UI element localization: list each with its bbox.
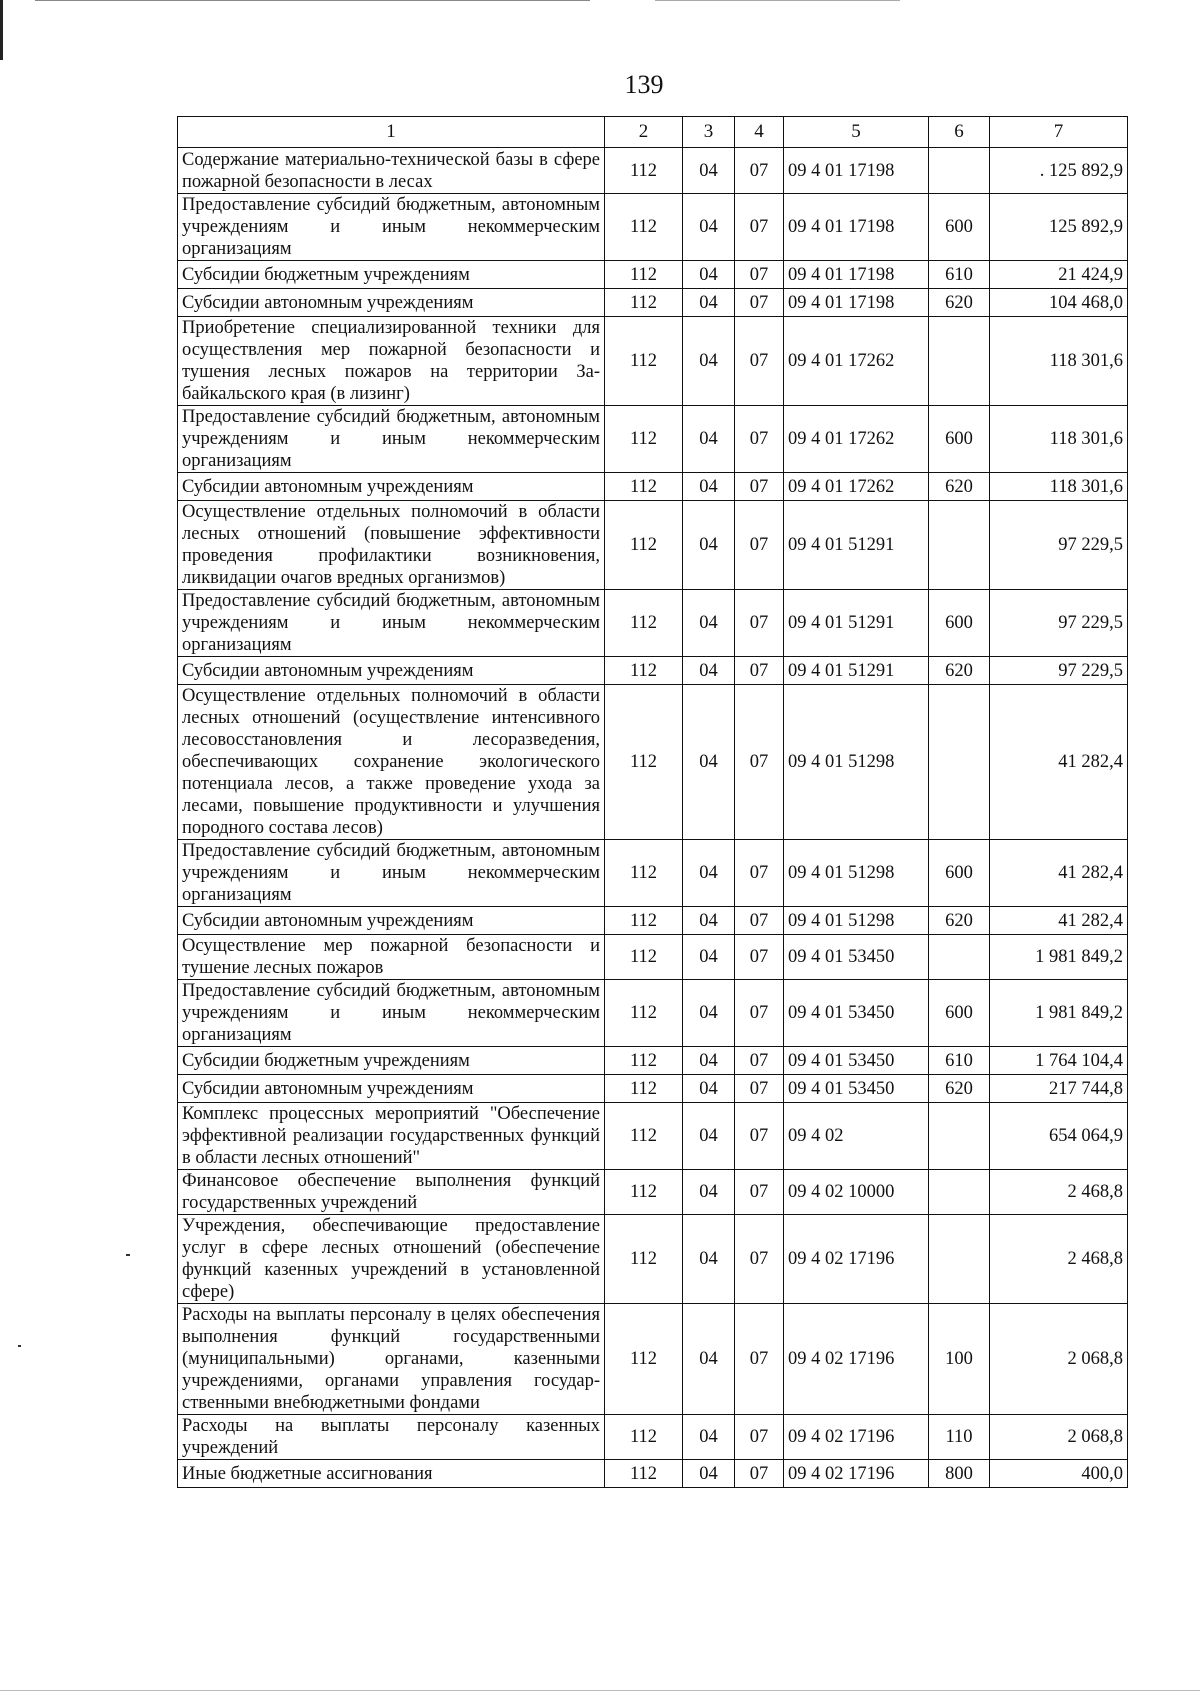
row-name-cell: Предоставление субсидий бюджетным, автономным учреждениям и иным некоммерческим организациям [178,406,605,473]
ministry-code-cell: 112 [605,657,683,685]
ministry-code-cell: 112 [605,907,683,935]
amount-cell: 2 468,8 [990,1170,1128,1215]
scan-speck [18,1345,21,1347]
target-article-cell: 09 4 02 17196 [784,1304,929,1415]
amount-cell: 2 468,8 [990,1215,1128,1304]
section-code-cell: 04 [683,406,735,473]
section-code-cell: 04 [683,1103,735,1170]
expense-type-cell: 110 [929,1415,990,1460]
ministry-code-cell: 112 [605,289,683,317]
expense-type-cell [929,317,990,406]
amount-cell: 400,0 [990,1460,1128,1488]
target-article-cell: 09 4 02 [784,1103,929,1170]
ministry-code-cell: 112 [605,1460,683,1488]
ministry-code-cell: 112 [605,685,683,840]
amount-cell: 118 301,6 [990,473,1128,501]
table-row [178,980,1128,1047]
ministry-code-cell: 112 [605,406,683,473]
expense-type-cell: 600 [929,590,990,657]
target-article-cell: 09 4 02 10000 [784,1170,929,1215]
amount-cell: 97 229,5 [990,501,1128,590]
column-header: 7 [990,117,1128,148]
section-code-cell: 04 [683,980,735,1047]
amount-cell: 217 744,8 [990,1075,1128,1103]
row-name-cell: Субсидии автономным учреждениям [178,473,605,501]
ministry-code-cell: 112 [605,148,683,194]
table-row [178,261,1128,289]
ministry-code-cell: 112 [605,317,683,406]
ministry-code-cell: 112 [605,935,683,980]
amount-cell: 97 229,5 [990,657,1128,685]
ministry-code-cell: 112 [605,261,683,289]
scan-edge-mark [0,0,3,60]
table-body [178,148,1128,1488]
subsection-code-cell: 07 [735,980,784,1047]
page-number: 139 [624,70,664,99]
table-row [178,1103,1128,1170]
target-article-cell: 09 4 01 53450 [784,1075,929,1103]
subsection-code-cell: 07 [735,261,784,289]
row-name-cell: Субсидии автономным учреждениям [178,657,605,685]
row-name-cell: Субсидии автономным учреждениям [178,907,605,935]
subsection-code-cell: 07 [735,1215,784,1304]
target-article-cell: 09 4 01 17262 [784,317,929,406]
amount-cell: 654 064,9 [990,1103,1128,1170]
subsection-code-cell: 07 [735,685,784,840]
target-article-cell: 09 4 01 17198 [784,148,929,194]
subsection-code-cell: 07 [735,590,784,657]
row-name-cell: Предоставление субсидий бюджетным, автономным учреждениям и иным некоммерческим организациям [178,194,605,261]
column-header: 1 [178,117,605,148]
section-code-cell: 04 [683,935,735,980]
amount-cell: 41 282,4 [990,840,1128,907]
target-article-cell: 09 4 01 51291 [784,657,929,685]
row-name-cell: Осуществление отдельных полномочий в области лесных отношений (повышение эффективности проведения профилактики возникновения, ликвидации очагов вредных организмов) [178,501,605,590]
expense-type-cell [929,148,990,194]
section-code-cell: 04 [683,590,735,657]
expense-type-cell: 620 [929,473,990,501]
ministry-code-cell: 112 [605,1215,683,1304]
header-row [178,117,1128,148]
ministry-code-cell: 112 [605,980,683,1047]
amount-cell: 118 301,6 [990,406,1128,473]
ministry-code-cell: 112 [605,590,683,657]
ministry-code-cell: 112 [605,194,683,261]
subsection-code-cell: 07 [735,473,784,501]
table-row [178,1304,1128,1415]
table-row [178,194,1128,261]
subsection-code-cell: 07 [735,1047,784,1075]
amount-cell: . 125 892,9 [990,148,1128,194]
expense-type-cell [929,501,990,590]
section-code-cell: 04 [683,1170,735,1215]
section-code-cell: 04 [683,685,735,840]
subsection-code-cell: 07 [735,289,784,317]
row-name-cell: Приобретение специализированной техники для осуществления мер пожарной безопасности и тушения лесных пожаров на территории Забайкальского края (в лизинг) [178,317,605,406]
subsection-code-cell: 07 [735,935,784,980]
expense-type-cell: 600 [929,980,990,1047]
section-code-cell: 04 [683,1215,735,1304]
table-row [178,1215,1128,1304]
subsection-code-cell: 07 [735,1415,784,1460]
target-article-cell: 09 4 01 51291 [784,501,929,590]
column-header: 5 [784,117,929,148]
amount-cell: 1 764 104,4 [990,1047,1128,1075]
expense-type-cell: 600 [929,194,990,261]
expense-type-cell: 800 [929,1460,990,1488]
section-code-cell: 04 [683,194,735,261]
expense-type-cell [929,935,990,980]
row-name-cell: Расходы на выплаты персоналу казенных учреждений [178,1415,605,1460]
target-article-cell: 09 4 01 17198 [784,261,929,289]
amount-cell: 41 282,4 [990,907,1128,935]
row-name-cell: Содержание материально-технической базы в сфере пожарной безопасности в лесах [178,148,605,194]
table-row [178,935,1128,980]
target-article-cell: 09 4 02 17196 [784,1460,929,1488]
table-row [178,317,1128,406]
section-code-cell: 04 [683,1460,735,1488]
target-article-cell: 09 4 01 17262 [784,473,929,501]
row-name-cell: Расходы на выплаты персоналу в целях обеспечения выполнения функций государственными (муниципальными) органами, казенными учреждениями, органами управления государственными внебюджетными фондами [178,1304,605,1415]
target-article-cell: 09 4 01 53450 [784,980,929,1047]
row-name-cell: Субсидии автономным учреждениям [178,1075,605,1103]
table-row [178,1047,1128,1075]
amount-cell: 125 892,9 [990,194,1128,261]
row-name-cell: Осуществление мер пожарной безопасности и тушение лесных пожаров [178,935,605,980]
target-article-cell: 09 4 01 17262 [784,406,929,473]
subsection-code-cell: 07 [735,501,784,590]
section-code-cell: 04 [683,289,735,317]
amount-cell: 21 424,9 [990,261,1128,289]
section-code-cell: 04 [683,907,735,935]
ministry-code-cell: 112 [605,473,683,501]
table-row [178,907,1128,935]
amount-cell: 104 468,0 [990,289,1128,317]
subsection-code-cell: 07 [735,1170,784,1215]
row-name-cell: Финансовое обеспечение выполнения функций государственных учреждений [178,1170,605,1215]
section-code-cell: 04 [683,317,735,406]
budget-table [177,116,1128,1488]
subsection-code-cell: 07 [735,317,784,406]
row-name-cell: Осуществление отдельных полномочий в области лесных отношений (осуществление интенсивного лесовосстановления и лесоразведения, обеспечивающих сохранение экологического потенциала лесов, а также проведение ухода за лесами, повышение продуктивности и улучшения породного состава лесов) [178,685,605,840]
subsection-code-cell: 07 [735,406,784,473]
column-header: 3 [683,117,735,148]
ministry-code-cell: 112 [605,1047,683,1075]
column-header: 2 [605,117,683,148]
target-article-cell: 09 4 01 17198 [784,289,929,317]
subsection-code-cell: 07 [735,1460,784,1488]
row-name-cell: Учреждения, обеспечивающие предоставление услуг в сфере лесных отношений (обеспечение функций казенных учреждений в установленной сфере) [178,1215,605,1304]
section-code-cell: 04 [683,1047,735,1075]
target-article-cell: 09 4 01 17198 [784,194,929,261]
ministry-code-cell: 112 [605,501,683,590]
section-code-cell: 04 [683,657,735,685]
table-row [178,840,1128,907]
amount-cell: 2 068,8 [990,1415,1128,1460]
expense-type-cell: 620 [929,1075,990,1103]
amount-cell: 1 981 849,2 [990,980,1128,1047]
expense-type-cell: 100 [929,1304,990,1415]
subsection-code-cell: 07 [735,907,784,935]
expense-type-cell: 600 [929,406,990,473]
target-article-cell: 09 4 01 53450 [784,1047,929,1075]
section-code-cell: 04 [683,1415,735,1460]
table-row [178,289,1128,317]
ministry-code-cell: 112 [605,1415,683,1460]
scan-bottom-rule [0,1690,1200,1691]
expense-type-cell: 610 [929,1047,990,1075]
table-row [178,685,1128,840]
row-name-cell: Субсидии бюджетным учреждениям [178,261,605,289]
scan-top-rule [655,0,900,1]
row-name-cell: Предоставление субсидий бюджетным, автономным учреждениям и иным некоммерческим организациям [178,840,605,907]
section-code-cell: 04 [683,148,735,194]
subsection-code-cell: 07 [735,1075,784,1103]
scan-speck [126,1254,130,1256]
ministry-code-cell: 112 [605,1304,683,1415]
subsection-code-cell: 07 [735,148,784,194]
expense-type-cell: 620 [929,657,990,685]
scan-top-rule [35,0,590,1]
expense-type-cell: 620 [929,289,990,317]
table-row [178,406,1128,473]
subsection-code-cell: 07 [735,657,784,685]
table-row [178,1075,1128,1103]
row-name-cell: Субсидии автономным учреждениям [178,289,605,317]
table-row [178,1460,1128,1488]
ministry-code-cell: 112 [605,1103,683,1170]
section-code-cell: 04 [683,1075,735,1103]
expense-type-cell [929,685,990,840]
row-name-cell: Субсидии бюджетным учреждениям [178,1047,605,1075]
expense-type-cell [929,1215,990,1304]
expense-type-cell: 600 [929,840,990,907]
target-article-cell: 09 4 02 17196 [784,1415,929,1460]
amount-cell: 2 068,8 [990,1304,1128,1415]
table-row [178,1170,1128,1215]
target-article-cell: 09 4 01 53450 [784,935,929,980]
amount-cell: 1 981 849,2 [990,935,1128,980]
subsection-code-cell: 07 [735,840,784,907]
section-code-cell: 04 [683,501,735,590]
target-article-cell: 09 4 01 51291 [784,590,929,657]
row-name-cell: Комплекс процессных мероприятий "Обеспечение эффективной реализации государственных функций в области лесных отношений" [178,1103,605,1170]
table-row [178,590,1128,657]
row-name-cell: Предоставление субсидий бюджетным, автономным учреждениям и иным некоммерческим организациям [178,590,605,657]
section-code-cell: 04 [683,840,735,907]
section-code-cell: 04 [683,1304,735,1415]
section-code-cell: 04 [683,261,735,289]
amount-cell: 97 229,5 [990,590,1128,657]
subsection-code-cell: 07 [735,194,784,261]
row-name-cell: Предоставление субсидий бюджетным, автономным учреждениям и иным некоммерческим организациям [178,980,605,1047]
target-article-cell: 09 4 01 51298 [784,685,929,840]
table-row [178,657,1128,685]
amount-cell: 41 282,4 [990,685,1128,840]
ministry-code-cell: 112 [605,840,683,907]
row-name-cell: Иные бюджетные ассигнования [178,1460,605,1488]
expense-type-cell: 620 [929,907,990,935]
target-article-cell: 09 4 01 51298 [784,840,929,907]
subsection-code-cell: 07 [735,1103,784,1170]
column-header: 4 [735,117,784,148]
amount-cell: 118 301,6 [990,317,1128,406]
expense-type-cell: 610 [929,261,990,289]
table-row [178,1415,1128,1460]
section-code-cell: 04 [683,473,735,501]
target-article-cell: 09 4 02 17196 [784,1215,929,1304]
table-row [178,148,1128,194]
subsection-code-cell: 07 [735,1304,784,1415]
ministry-code-cell: 112 [605,1170,683,1215]
expense-type-cell [929,1103,990,1170]
table-row [178,501,1128,590]
column-header: 6 [929,117,990,148]
target-article-cell: 09 4 01 51298 [784,907,929,935]
table-row [178,473,1128,501]
expense-type-cell [929,1170,990,1215]
ministry-code-cell: 112 [605,1075,683,1103]
